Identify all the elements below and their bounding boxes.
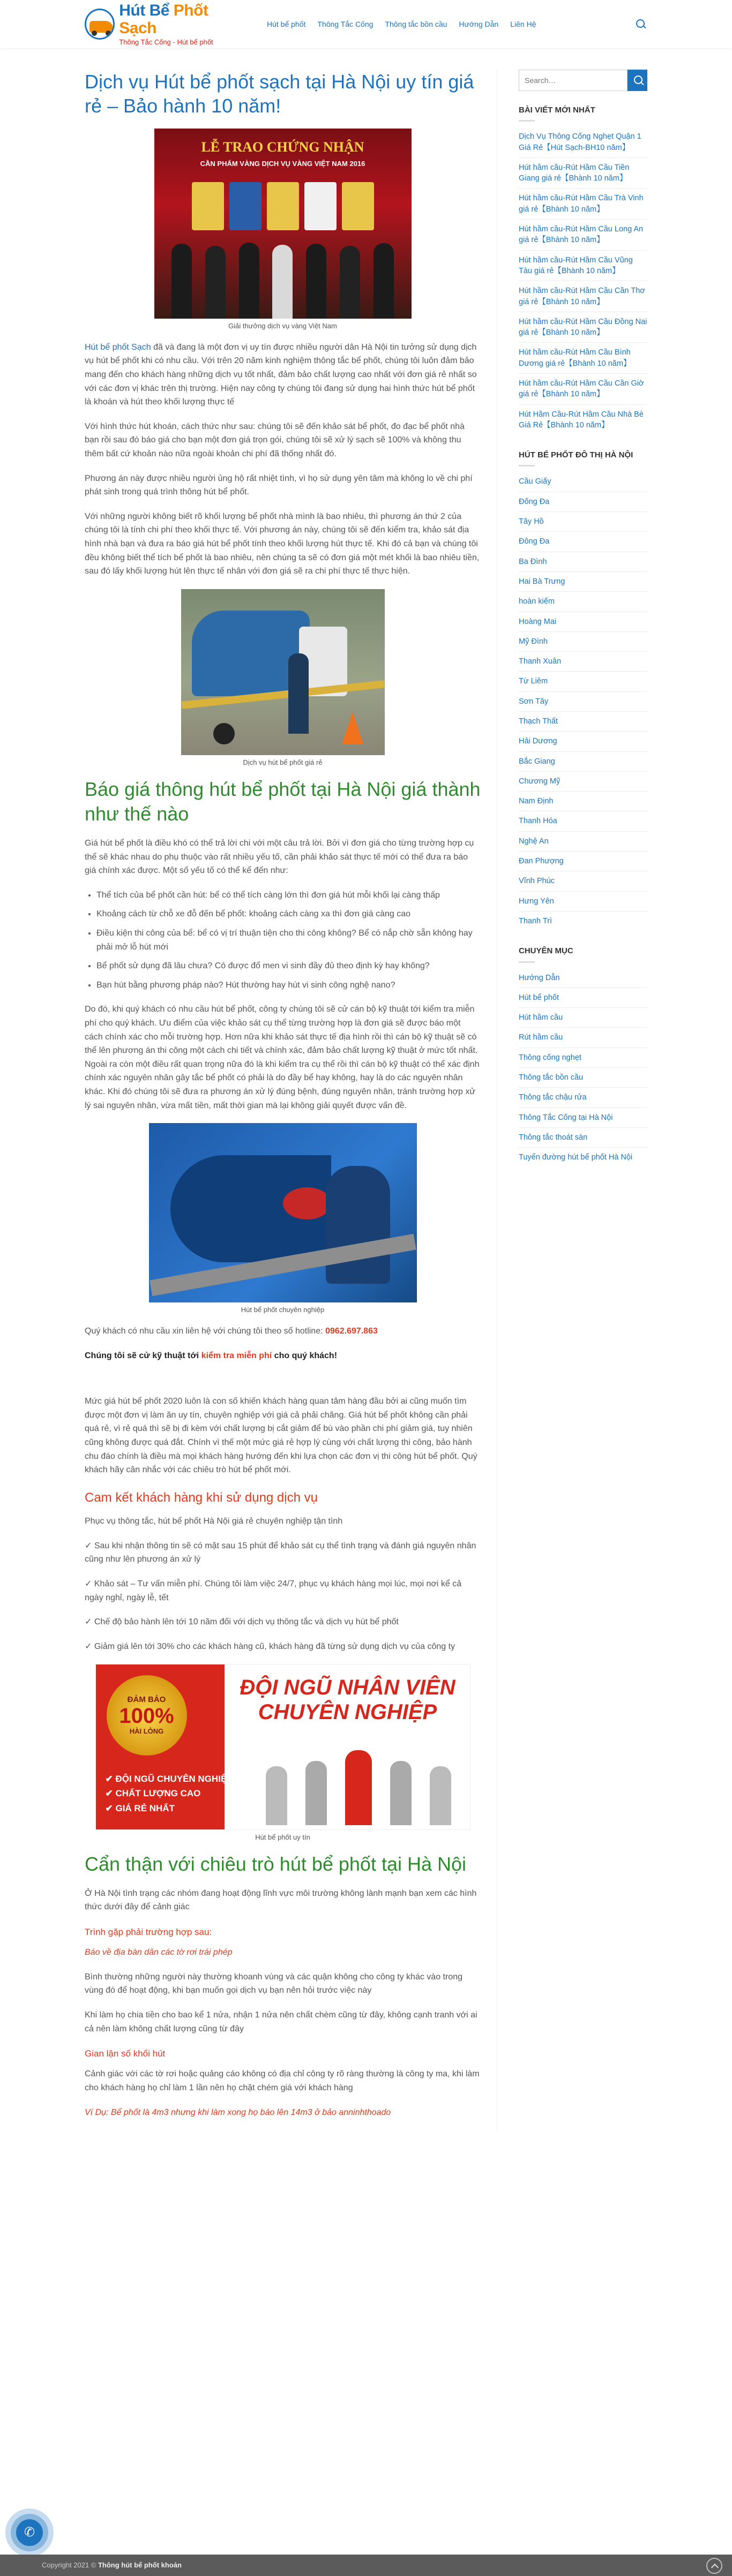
list-item xyxy=(519,871,647,891)
nav-lien-he[interactable]: Liên Hệ xyxy=(510,19,536,28)
categories-title: CHUYÊN MỤC xyxy=(519,946,573,956)
section-heading-pricing: Báo giá thông hút bể phốt tại Hà Nội giá thành như thế nào xyxy=(85,778,481,825)
district-link[interactable]: Sơn Tây xyxy=(519,697,549,706)
list-item xyxy=(519,404,647,435)
subheading: Trình gặp phải trường hợp sau: xyxy=(85,1927,212,1938)
paragraph: Bình thường những người này thường khoanh vùng và các quận không cho công ty khác vào trong vùng đó để hoạt động, khi bạn muốn gọi dịch vụ bạn nên hỏi trước việc này xyxy=(85,1972,462,1995)
list-item xyxy=(519,711,647,731)
list-item xyxy=(519,312,647,343)
list-item xyxy=(519,731,647,751)
list-item xyxy=(519,631,647,651)
category-link[interactable]: Thông tắc chậu rửa xyxy=(519,1093,587,1102)
list-item xyxy=(519,1108,647,1127)
list-item xyxy=(519,831,647,851)
list-item: • Điều kiện thi công của bể: bể có vị trí thuận tiện cho thi công không? Bể có nắp chờ sẵn không hay phải mở lỗ hút mới xyxy=(96,927,481,954)
recent-post-link[interactable]: Hút hầm cầu-Rút Hầm Cầu Long An giá rẻ【Bhành 10 năm】 xyxy=(519,225,644,245)
section-heading-warning: Cẩn thận với chiêu trò hút bể phốt tại Hà Nội xyxy=(85,1853,467,1875)
paragraph: Ở Hà Nội tình trạng các nhóm đang hoạt động lĩnh vực môi trường không lành mạnh bạn xem các hình thức dưới đây để cảnh giác xyxy=(85,1888,477,1912)
award-banner-subtitle: CẦN PHẨM VÀNG DỊCH VỤ VÀNG VIỆT NAM 2016 xyxy=(200,160,365,168)
truck-logo-icon xyxy=(85,9,115,40)
list-item xyxy=(519,1147,647,1167)
categories-list xyxy=(519,968,647,1168)
back-to-top-icon[interactable] xyxy=(706,2558,722,2574)
list-item xyxy=(519,591,647,611)
logo-title: Hút Bể Phốt Sạch xyxy=(119,2,208,37)
italic-note: Báo về địa bàn dân các tờ rơi trái phép xyxy=(85,1948,233,1957)
category-link[interactable]: Thông Tắc Cống tại Hà Nội xyxy=(519,1113,613,1122)
category-link[interactable]: Hướng Dẫn xyxy=(519,973,560,982)
site-header xyxy=(0,0,732,48)
list-item xyxy=(519,968,647,988)
paragraph: Khi làm họ chia tiền cho bao kể 1 nửa, nhận 1 nửa nên chất chèm cũng từ đây, không cạnh tranh với ai cả nên làm không chất lượng cũng từ đây xyxy=(85,2010,477,2033)
list-item xyxy=(519,127,647,157)
call-floating-button[interactable] xyxy=(5,2509,54,2557)
site-footer xyxy=(0,2555,732,2576)
district-link[interactable]: Hưng Yên xyxy=(519,897,554,906)
paragraph: Do đó, khi quý khách có nhu cầu hút bể phốt, công ty chúng tôi sẽ cử cán bộ kỹ thuật tới kiểm tra miễn phí cho quý khách. Ưu điểm của việc khảo sát cụ thể từng trường hợp là đơn giá sẽ được báo một cách chính xác cho mỗi trường hợp. Hơn nữa khi khảo sát thực tế địa hình rồi thì cán bộ kỹ thuật sẽ có thể lên phương án thi công một cách chi tiết và chính xác, đảm bảo chất lượng kỹ thuật ở mức tốt nhất. Ngoài ra còn một điều rất quan trọng nữa đó là khi kiểm tra cụ thể rồi thì cán bộ kỹ thuật có thể xác định chính xác nguyên nhân gây tắc bể phốt có phải là do đầy bể hay không, hay là do các nguyên nhân khác. Khi đó chúng tôi sẽ đưa ra phương án xử lý đúng bệnh, đúng nguyên nhân, tránh trường hợp xử lý sai nguyên nhân, vừa mất tiền, mất thời gian mà lại không giải quyết được vấn đề. xyxy=(85,1005,480,1110)
award-banner-text: LỄ TRAO CHỨNG NHẬN xyxy=(201,139,364,155)
urban-list xyxy=(519,472,647,931)
truck-figure xyxy=(85,589,481,769)
category-link[interactable]: Hút hầm cầu xyxy=(519,1013,563,1022)
list-item xyxy=(519,911,647,931)
commitment-item: ✓ Giảm giá lên tới 30% cho các khách hàng cũ, khách hàng đã từng sử dụng dịch vụ của công ty xyxy=(85,1641,455,1651)
recent-post-link[interactable]: Hút Hầm Cầu-Rút Hầm Cầu Nhà Bè Giá Rẻ【Bhành 10 năm】 xyxy=(519,410,644,430)
technician-image xyxy=(149,1123,417,1302)
recent-posts-list xyxy=(519,127,647,435)
district-link[interactable]: Đông Đa xyxy=(519,537,550,546)
district-link[interactable]: Thanh Xuân xyxy=(519,657,562,666)
award-figure xyxy=(85,129,481,332)
district-link[interactable]: Tây Hồ xyxy=(519,517,544,526)
district-link[interactable]: Bắc Giang xyxy=(519,757,555,766)
hotline-paragraph: Quý khách có nhu cầu xin liên hệ với chúng tôi theo số hotline: 0962.697.863 xyxy=(85,1326,378,1336)
seal-bottom-text: HÀI LÒNG xyxy=(129,1727,164,1736)
recent-post-link[interactable]: Dịch Vụ Thông Cống Nghẹt Quận 1 Giá Rẻ【Hút Sạch-BH10 năm】 xyxy=(519,132,641,152)
list-item xyxy=(519,250,647,281)
nav-thong-tac-cong[interactable]: Thông Tắc Cống xyxy=(317,19,374,28)
list-item xyxy=(519,1087,647,1107)
list-item: • Bạn hút bằng phương pháp nào? Hút thường hay hút vi sinh công nghệ nano? xyxy=(96,978,481,992)
recent-post-link[interactable]: Hút hầm cầu-Rút Hầm Cầu Cần Giờ giá rẻ【Bhành 10 năm】 xyxy=(519,379,644,399)
paragraph: Với những người không biết rõ khối lượng bể phốt nhà mình là bao nhiêu, thì phương án thứ 2 của chúng tôi là tính chi phí theo khối thực tế. Với phương án này, chúng tôi sẽ đến kiểm tra, khảo sát địa hình nhà bạn và đưa ra báo giá hút bể phốt tính theo khối lượng hút thực tế. Khi đó cả bạn và chúng tôi đều không biết thể tích bể phốt là bao nhiêu, nên chúng ta sẽ có đơn giá một mét khối là bao nhiêu tiền, sau đó lấy khối lượng hút lên thực tế nhân với đơn giá sẽ ra chi phí thực tế thực hiện. xyxy=(85,511,480,576)
recent-post-link[interactable]: Hút hầm cầu-Rút Hầm Cầu Vũng Tàu giá rẻ【Bhành 10 năm】 xyxy=(519,255,633,275)
recent-post-link[interactable]: Hút hầm cầu-Rút Hầm Cầu Đồng Nai giá rẻ【Bhành 10 năm】 xyxy=(519,317,647,337)
district-link[interactable]: Hoàng Mai xyxy=(519,617,557,626)
list-item xyxy=(519,219,647,250)
recent-posts-title: BÀI VIẾT MỚI NHẤT xyxy=(519,106,595,115)
district-link[interactable]: Đan Phượng xyxy=(519,857,564,866)
section-heading-commitment: Cam kết khách hàng khi sử dụng dịch vụ xyxy=(85,1490,318,1505)
list-item xyxy=(519,531,647,551)
site-logo[interactable] xyxy=(85,2,245,46)
sidebar-search xyxy=(519,70,647,91)
search-icon[interactable] xyxy=(634,18,647,31)
free-check-paragraph: Chúng tôi sẽ cử kỹ thuật tới kiểm tra miễn phí cho quý khách! xyxy=(85,1351,338,1360)
list-item: • Thể tích của bể phốt cần hút: bể có thể tích càng lớn thì đơn giá hút mỗi khối lại càng thấp xyxy=(96,888,481,902)
copyright: Copyright 2021 © Thông hút bể phốt khoản xyxy=(42,2561,182,2569)
district-link[interactable]: Chương Mỹ xyxy=(519,777,561,786)
list-item xyxy=(519,691,647,711)
category-link[interactable]: Tuyển đường hút bể phốt Hà Nội xyxy=(519,1153,633,1162)
list-item xyxy=(519,891,647,911)
district-link[interactable]: Đống Đa xyxy=(519,497,550,506)
list-item xyxy=(519,571,647,591)
banner-title-line2: CHUYÊN NGHIỆP xyxy=(258,1700,437,1724)
nav-thong-tac-bon-cau[interactable]: Thông tắc bồn cầu xyxy=(385,19,447,28)
list-item xyxy=(519,612,647,631)
list-item xyxy=(519,281,647,312)
banner-title-line1: ĐỘI NGŨ NHÂN VIÊN xyxy=(240,1676,455,1700)
list-item xyxy=(519,771,647,791)
list-item xyxy=(519,1048,647,1067)
figure-caption: Dịch vụ hút bể phốt giá rẻ xyxy=(243,758,323,766)
page-title: Dịch vụ Hút bể phốt sạch tại Hà Nội uy tín giá rẻ – Bảo hành 10 năm! xyxy=(85,71,474,117)
banner-item: ✔ CHẤT LƯỢNG CAO xyxy=(105,1788,201,1799)
team-banner-image xyxy=(95,1664,470,1830)
list-item xyxy=(519,511,647,531)
paragraph: Với hình thức hút khoán, cách thức như sau: chúng tôi sẽ đến khảo sát bể phốt, đo đạc bể phốt nhà bạn rồi sau đó báo giá cho bạn một đơn giá trọn gói, chúng tôi sẽ xử lý sạch sẽ 100% và không thu thêm bất cứ khoản nào nữa ngoài khoản chi phí đã thống nhất đó. xyxy=(85,421,465,458)
list-item xyxy=(519,552,647,571)
intro-link[interactable]: Hút bể phốt Sạch xyxy=(85,342,151,352)
pricing-factors-list xyxy=(96,888,481,992)
post-content xyxy=(85,70,497,2130)
recent-post-link[interactable]: Hút hầm cầu-Rút Hầm Cầu Bình Dương giá rẻ【Bhành 10 năm】 xyxy=(519,348,631,368)
list-item xyxy=(519,851,647,871)
list-item xyxy=(519,1007,647,1027)
italic-example: Ví Dụ: Bể phốt là 4m3 nhưng khi làm xong họ báo lên 14m3 ở bảo anninhthoado xyxy=(85,2107,391,2117)
sidebar xyxy=(519,70,647,2130)
paragraph: Phương án này được nhiều người ủng hộ rất nhiệt tình, vì họ sử dụng yên tâm mà không lo về chi phí phát sinh trong quá trình thông hút bể phốt. xyxy=(85,473,473,497)
team-banner-figure xyxy=(85,1664,481,1843)
district-link[interactable]: Thanh Hóa xyxy=(519,817,557,826)
list-item xyxy=(519,751,647,771)
category-link[interactable]: Thông cống nghẹt xyxy=(519,1053,581,1062)
list-item: • Bể phốt sử dụng đã lâu chưa? Có được đổ men vi sinh đầy đủ theo định kỳ hay không? xyxy=(96,959,481,973)
seal-big-text: 100% xyxy=(119,1704,174,1728)
list-item xyxy=(519,651,647,671)
district-link[interactable]: Nam Định xyxy=(519,797,554,806)
figure-caption: Hút bể phốt chuyên nghiệp xyxy=(241,1306,325,1314)
district-link[interactable]: Thanh Trì xyxy=(519,916,552,925)
list-item xyxy=(519,1067,647,1087)
recent-post-link[interactable]: Hút hầm cầu-Rút Hầm Cầu Trà Vinh giá rẻ【Bhành 10 năm】 xyxy=(519,194,644,214)
district-link[interactable]: Từ Liêm xyxy=(519,677,548,686)
category-link[interactable]: Thông tắc bồn cầu xyxy=(519,1073,584,1082)
category-link[interactable]: Hút bể phốt xyxy=(519,993,559,1002)
suction-truck-image xyxy=(181,589,385,755)
hotline-link[interactable]: 0962.697.863 xyxy=(325,1326,378,1336)
list-item: • Khoảng cách từ chỗ xe đỗ đến bể phốt: khoảng cách càng xa thì đơn giá càng cao xyxy=(96,907,481,921)
list-item xyxy=(519,988,647,1007)
award-ceremony-image xyxy=(154,129,412,319)
district-link[interactable]: Cầu Giấy xyxy=(519,477,551,486)
commitment-item: ✓ Chế độ bảo hành lên tới 10 năm đối với dịch vụ thông tắc và dịch vụ hút bể phốt xyxy=(85,1617,399,1627)
main-nav xyxy=(267,18,628,30)
paragraph: Giá hút bể phốt là điều khó có thể trả lời chi với một câu trả lời. Bởi vì đơn giá cho từng trường hợp cụ thể sẽ khác nhau do phụ thuộc vào rất nhiều yếu tố, cần phải khảo sát thực tế mới có thể đưa ra báo giá chính xác được. Một số yếu tố có thể kể đến như: xyxy=(85,839,474,876)
figure-caption: Hút bể phốt uy tín xyxy=(255,1833,310,1842)
list-item xyxy=(519,342,647,373)
seal-top-text: ĐẢM BẢO xyxy=(127,1694,166,1704)
logo-subtitle: Thông Tắc Cống - Hút bể phốt xyxy=(119,38,213,47)
category-link[interactable]: Rút hầm cầu xyxy=(519,1033,563,1042)
list-item xyxy=(519,157,647,189)
paragraph: Cảnh giác với các tờ rơi hoặc quảng cáo không có địa chỉ công ty rõ ràng thường là công ty ma, khi làm cho khách hàng họ chỉ làm 1 lần nên họ chặt chém giá với khách hàng xyxy=(85,2069,480,2092)
district-link[interactable]: Nghệ An xyxy=(519,837,549,846)
district-link[interactable]: hoàn kiếm xyxy=(519,597,555,606)
paragraph: Mức giá hút bể phốt 2020 luôn là con số khiến khách hàng quan tâm hàng đầu bởi ai cũng muốn tìm được một đơn vị làm ăn uy tín, chuyên nghiệp với giá cả phải chăng. Giá hút bể phốt không cần phải quá rẻ, vì rẻ quá thì sẽ bị đi kèm với chất lượng bị cắt giảm để bù vào phần chi phí giảm giá, tuy nhiên cũng không được quá đắt. Chính vì thế một mức giá rẻ hợp lý cùng với chất lượng thi công, bảo hành chu đáo chính là điều mà mọi khách hàng hướng đến khi lựa chọn các đơn vị thi công hút bể phốt. Quý khách hãy cân nhắc với các chiêu trò hút bể phốt mới. xyxy=(85,1397,477,1475)
list-item xyxy=(519,492,647,511)
list-item xyxy=(519,1127,647,1147)
list-item xyxy=(519,472,647,491)
commitment-item: ✓ Sau khi nhận thông tin sẽ có mặt sau 15 phút để khảo sát cụ thể tình trạng và đánh giá nguyên nhân cũng như lên phương án xử lý xyxy=(85,1541,476,1564)
list-item xyxy=(519,671,647,691)
nav-hut-be-phot[interactable]: Hút bể phốt xyxy=(267,19,306,28)
banner-item: ✔ GIÁ RẺ NHẤT xyxy=(105,1803,175,1813)
banner-item: ✔ ĐỘI NGŨ CHUYÊN NGHIỆP xyxy=(105,1774,233,1784)
subheading: Gian lận số khối hút xyxy=(85,2048,166,2059)
district-link[interactable]: Mỹ Đình xyxy=(519,637,548,646)
nav-huong-dan[interactable]: Hướng Dẫn xyxy=(459,19,499,28)
district-link[interactable]: Thạch Thất xyxy=(519,717,558,726)
list-item xyxy=(519,188,647,219)
district-link[interactable]: Hai Bà Trưng xyxy=(519,577,565,586)
district-link[interactable]: Ba Đình xyxy=(519,557,547,566)
pro-service-figure xyxy=(85,1123,481,1316)
district-link[interactable]: Hải Dương xyxy=(519,737,557,746)
category-link[interactable]: Thông tắc thoát sàn xyxy=(519,1133,588,1142)
intro-paragraph: Hút bể phốt Sạch đã và đang là một đơn vị uy tín được nhiều người dân Hà Nội tin tưởng sử dụng dịch vụ hút bể phốt khi có nhu cầu. Với trên 20 năm kinh nghiệm thông tắc bể phốt, chúng tôi luôn đảm bảo mang đến cho khách hàng những dịch vụ tốt nhất, đảm bảo chất lượng cao nhất với đơn giá rẻ nhất so với các đơn vị khác trên thị trường. Hiện nay công ty chúng tôi đang sử dụng hai hình thức hút bể phốt là khoán và hút theo khối lượng thực tế xyxy=(85,342,477,407)
figure-caption: Giải thưởng dịch vụ vàng Việt Nam xyxy=(228,322,337,330)
phone-icon: ✆ xyxy=(16,2519,43,2546)
list-item xyxy=(519,373,647,404)
commitment-item: ✓ Khảo sát – Tư vấn miễn phí. Chúng tôi làm việc 24/7, phục vụ khách hàng mọi lúc, mọi nơi kể cả ngày nghỉ, ngày lễ, tết xyxy=(85,1579,462,1602)
list-item xyxy=(519,791,647,811)
recent-post-link[interactable]: Hút hầm cầu-Rút Hầm Cầu Cần Thơ giá rẻ【Bhành 10 năm】 xyxy=(519,287,645,306)
search-button[interactable] xyxy=(628,70,647,91)
urban-title: HÚT BỂ PHỐT ĐÔ THỊ HÀ NỘI xyxy=(519,450,633,460)
recent-post-link[interactable]: Hút hầm cầu-Rút Hầm Cầu Tiền Giang giá rẻ【Bhành 10 năm】 xyxy=(519,163,630,183)
guarantee-seal-icon xyxy=(107,1675,187,1756)
list-item xyxy=(519,1027,647,1047)
search-input[interactable] xyxy=(519,70,628,91)
paragraph: Phục vụ thông tắc, hút bể phốt Hà Nội giá rẻ chuyên nghiệp tận tình xyxy=(85,1517,343,1526)
list-item xyxy=(519,811,647,831)
district-link[interactable]: Vĩnh Phúc xyxy=(519,877,555,886)
